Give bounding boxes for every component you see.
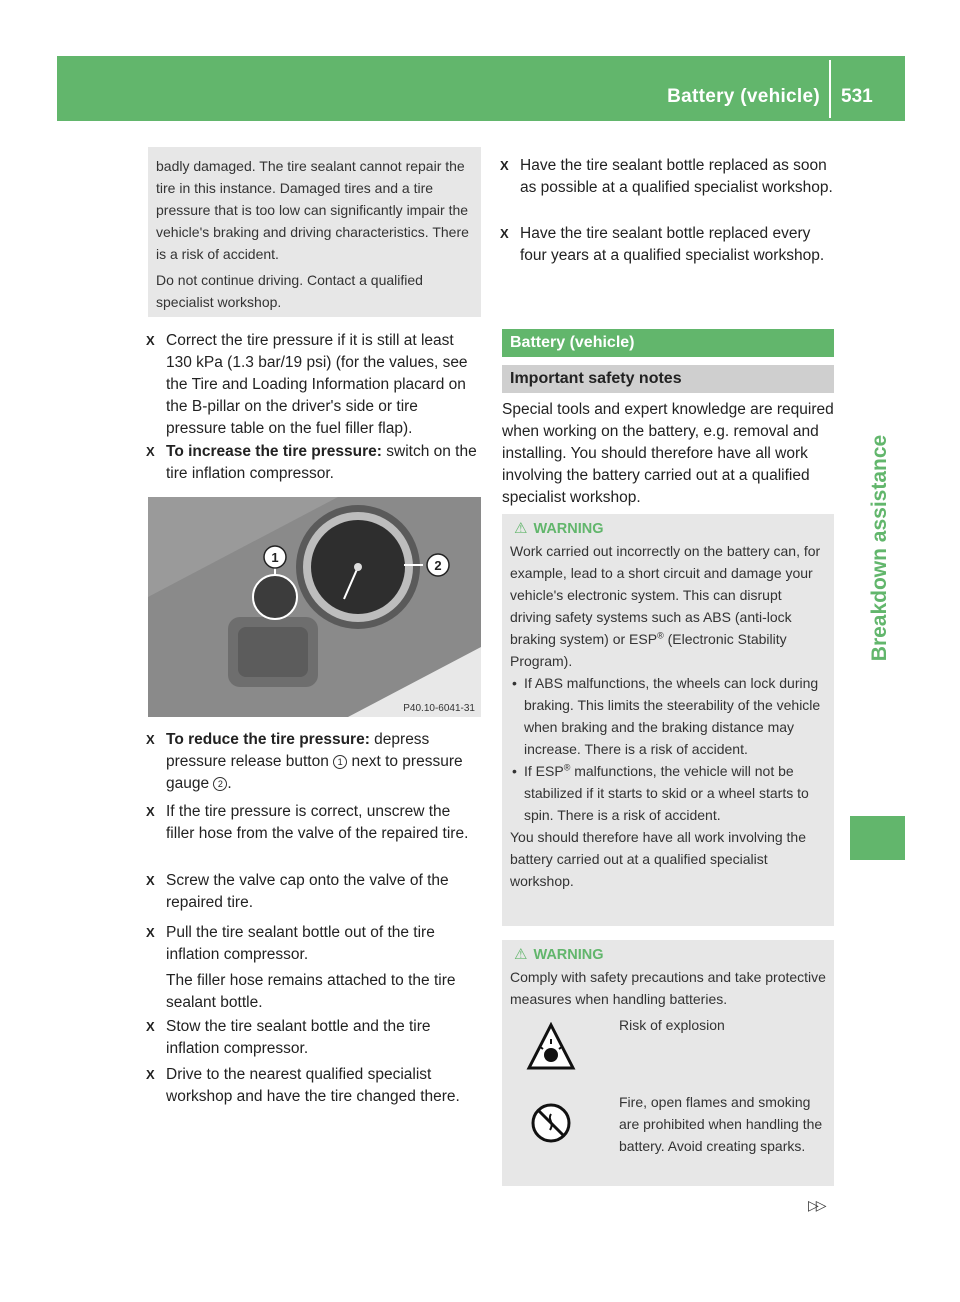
bullet-item: • If ABS malfunctions, the wheels can lock during braking. This limits the steerability of the vehicle when braking and the braking distance may increase. There is a risk of accident. [510, 672, 826, 760]
step-arrow-icon: X [146, 1019, 155, 1034]
step-text: Screw the valve cap onto the valve of the repaired tire. [166, 872, 449, 911]
warning-triangle-icon: ⚠ [514, 520, 528, 537]
section-heading: Battery (vehicle) [502, 329, 834, 357]
explosion-text: Risk of explosion [619, 1017, 725, 1033]
compressor-photo [148, 497, 481, 717]
warning-heading [510, 518, 826, 540]
step-arrow-icon: X [146, 444, 155, 459]
warning-text-a: Work carried out incorrectly on the battery can, for example, lead to a short circuit and damage your vehicle's electronic system. This can disrupt driving safety systems such as ABS (anti-lock braking system) or ESP [510, 543, 821, 647]
warning-box-continued [148, 147, 481, 317]
warning-text: Comply with safety precautions and take protective measures when handling batteries. [510, 969, 826, 1007]
warning-closing: You should therefore have all work involving the battery carried out at a qualified specialist workshop. [510, 829, 807, 889]
page-title: Battery (vehicle) [667, 86, 820, 107]
step-arrow-icon: X [146, 925, 155, 940]
warning-text: badly damaged. The tire sealant cannot repair the tire in this instance. Damaged tires and a tire pressure that is too low can significantly impair the vehicle's braking and driving characteristics. There is a risk of accident. [156, 158, 469, 262]
step-text: Have the tire sealant bottle replaced as soon as possible at a qualified specialist workshop. [520, 157, 833, 196]
warning-box-1 [502, 514, 834, 926]
callout-ref-1: 1 [333, 755, 347, 769]
no-smoking-icon [530, 1102, 572, 1144]
step-rest: switch on the tire inflation compressor. [166, 443, 477, 482]
warning-heading [510, 944, 826, 966]
step-arrow-icon: X [146, 873, 155, 888]
step-text: Drive to the nearest qualified specialist workshop and have the tire changed there. [166, 1066, 460, 1105]
step-arrow-icon: X [146, 1067, 155, 1082]
step [148, 870, 481, 914]
side-tab-block [850, 816, 905, 860]
step-text: Have the tire sealant bottle replaced every four years at a qualified specialist workshop. [520, 225, 825, 264]
step [148, 729, 481, 795]
step [148, 1016, 481, 1060]
photo-code: P40.10-6041-31 [403, 703, 475, 714]
step [502, 223, 834, 267]
step-arrow-icon: X [146, 333, 155, 348]
page-number: 531 [841, 86, 873, 107]
step [148, 441, 481, 485]
step [502, 155, 834, 199]
explosion-icon [526, 1022, 576, 1072]
no-fire-text: Fire, open flames and smoking are prohibited when handling the battery. Avoid creating sparks. [619, 1094, 823, 1154]
warning-box-2 [502, 940, 834, 1186]
step [148, 801, 481, 845]
step-text-c: . [227, 775, 232, 792]
step-text [148, 729, 481, 795]
warning-text-b: (Electronic Stability Program). [510, 631, 787, 669]
step-text [148, 441, 481, 485]
bullet-text-a: If ESP [524, 763, 564, 779]
step-text: Pull the tire sealant bottle out of the tire inflation compressor. [166, 924, 435, 963]
step-arrow-icon: X [146, 732, 155, 747]
step-text: Correct the tire pressure if it is still at least 130 kPa (1.3 bar/19 psi) (for the values, see the Tire and Loading Information placard on the B-pillar on the driver's side or tire pressure table on the fuel filler flap). [166, 332, 468, 437]
step-bold: To reduce the tire pressure: [166, 731, 370, 748]
step-arrow-icon: X [500, 226, 509, 241]
step-arrow-icon: X [146, 804, 155, 819]
callout-1-label: 1 [271, 550, 279, 565]
intro-paragraph: Special tools and expert knowledge are required when working on the battery, e.g. removal and installing. You should therefore have all work involving the battery carried out at a qualified specialist workshop. [502, 401, 834, 506]
registered-mark: ® [657, 630, 664, 641]
step-text: If the tire pressure is correct, unscrew the filler hose from the valve of the repaired tire. [166, 803, 469, 842]
step-text-a: depress pressure release button [166, 731, 430, 770]
callout-2-label: 2 [434, 558, 442, 573]
step-text-b: next to pressure gauge [166, 753, 463, 792]
step-arrow-icon: X [500, 158, 509, 173]
warning-text [510, 540, 826, 672]
step [148, 330, 481, 440]
step-bold: To increase the tire pressure: [166, 443, 382, 460]
step-note: The filler hose remains attached to the tire sealant bottle. [166, 972, 456, 1011]
side-tab [850, 318, 910, 778]
warning-heading-text: WARNING [533, 521, 604, 537]
header-divider [829, 60, 831, 118]
step-text: Stow the tire sealant bottle and the tire inflation compressor. [166, 1018, 431, 1057]
bullet-text-b: malfunctions, the vehicle will not be stabilized if it starts to skid or a wheel starts to spin. There is a risk of accident. [524, 763, 809, 823]
warning-text-2: Do not continue driving. Contact a qualified specialist workshop. [156, 272, 423, 310]
registered-mark: ® [563, 762, 571, 773]
bullet-item [510, 760, 826, 826]
side-tab-label: Breakdown assistance [868, 434, 891, 662]
callout-ref-2: 2 [213, 777, 227, 791]
subsection-heading: Important safety notes [502, 365, 834, 393]
compressor-illustration [148, 497, 481, 717]
warning-triangle-icon: ⚠ [514, 946, 528, 963]
continue-icon: ▷▷ [808, 1197, 824, 1213]
step [148, 1064, 481, 1108]
warning-heading-text: WARNING [533, 947, 604, 963]
step [148, 922, 481, 1014]
